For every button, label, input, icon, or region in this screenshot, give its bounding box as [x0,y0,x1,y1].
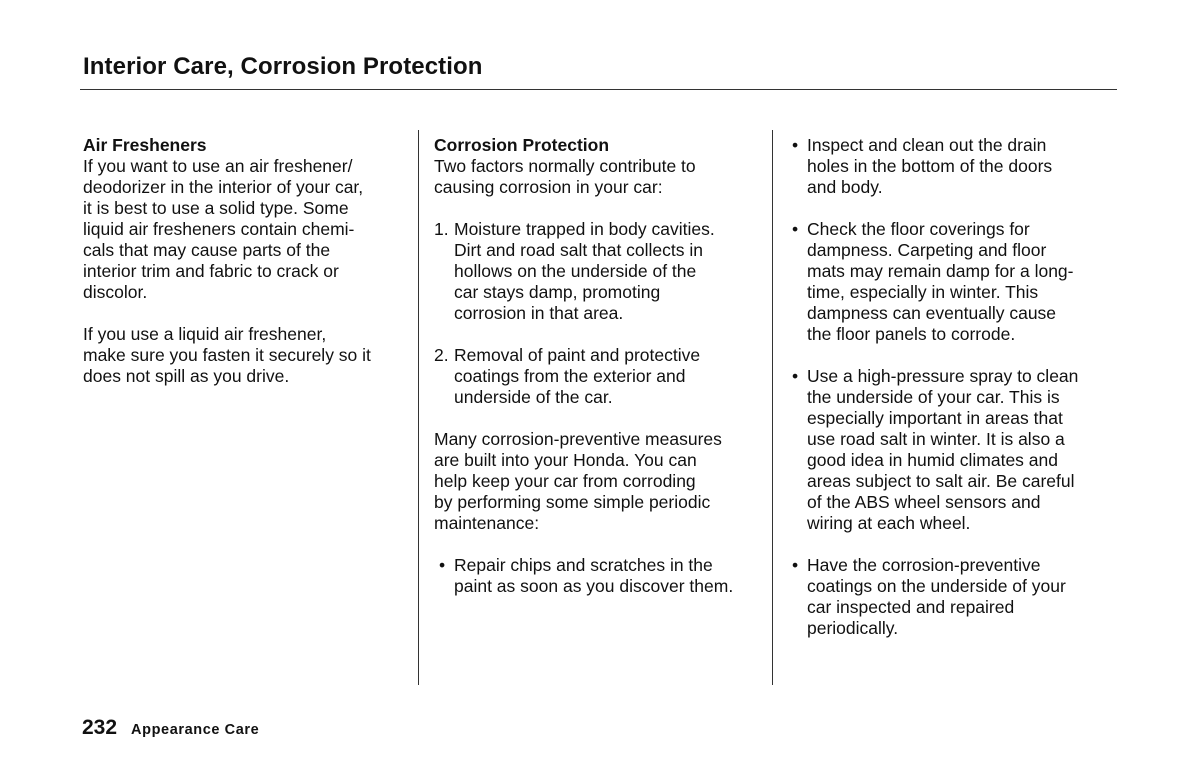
page-footer [82,716,259,740]
bullet-icon: • [439,555,446,575]
bullet-icon: • [792,219,799,239]
footer-section-name: Appearance Care [131,722,260,738]
item-text: Removal of paint and protective coatings from the exterior and underside of the car. [454,345,701,407]
bullet-text: Have the corrosion-preventive coatings on the underside of your car inspected and repaired periodically. [807,555,1066,638]
numbered-item [434,219,769,324]
bullet-text: Repair chips and scratches in the paint as soon as you discover them. [454,555,734,596]
bullet-icon: • [792,555,799,575]
bullet-item [790,219,1120,345]
bullet-item [790,135,1120,198]
bullet-text: Check the floor coverings for dampness. Carpeting and floor mats may remain damp for a long- time, especially in winter. This dampness can eventually cause the floor panels to corrode. [807,219,1074,344]
column-divider-right [772,130,773,685]
page-title: Interior Care, Corrosion Protection [83,53,483,80]
column-maintenance-tips [790,135,1120,660]
section-heading-corrosion-protection: Corrosion Protection [434,135,610,155]
item-number: 1. [434,219,449,239]
section-heading-air-fresheners: Air Fresheners [83,135,207,155]
paragraph-measures: Many corrosion-preventive measures are built into your Honda. You can help keep your car from corroding by performing some simple periodic maintenance: [434,429,722,533]
column-divider-left [418,130,419,685]
paragraph: If you want to use an air freshener/ deodorizer in the interior of your car, it is best to use a solid type. Some liquid air fresheners contain chemi- cals that may cause parts of the interior trim and fabric to crack or discolor. [83,156,364,302]
paragraph: If you use a liquid air freshener, make sure you fasten it securely so it does not spill as you drive. [83,324,371,386]
title-rule [80,89,1117,90]
bullet-item [434,555,769,597]
bullet-text: Inspect and clean out the drain holes in the bottom of the doors and body. [807,135,1053,197]
bullet-icon: • [792,135,799,155]
bullet-icon: • [792,366,799,386]
column-corrosion-protection [434,135,769,618]
bullet-text: Use a high-pressure spray to clean the underside of your car. This is especially important in areas that use road salt in winter. It is also a good idea in humid climates and areas subject to salt air. Be careful of the ABS wheel sensors and wiring at each wheel. [807,366,1079,533]
paragraph-intro: Two factors normally contribute to causing corrosion in your car: [434,156,696,197]
item-number: 2. [434,345,449,365]
bullet-item [790,555,1120,639]
page-number: 232 [82,716,118,739]
item-text: Moisture trapped in body cavities. Dirt and road salt that collects in hollows on the underside of the car stays damp, promoting corrosion in that area. [454,219,715,323]
numbered-item [434,345,769,408]
bullet-item [790,366,1120,534]
column-air-fresheners [83,135,413,387]
